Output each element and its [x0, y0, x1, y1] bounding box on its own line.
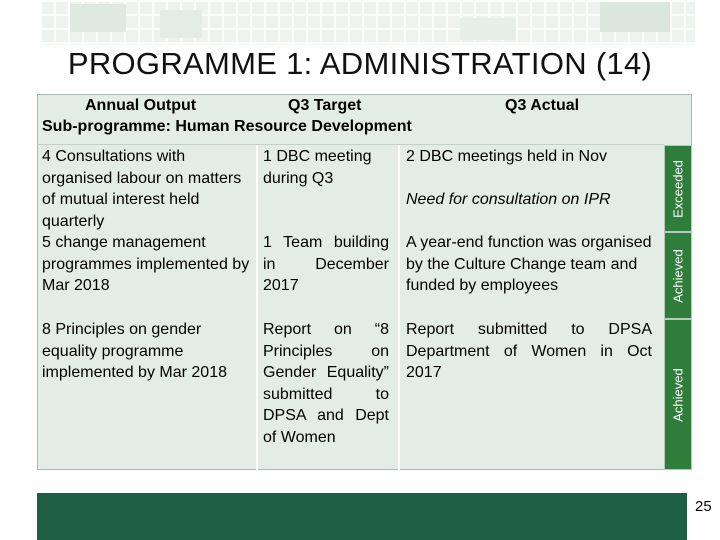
- row-3-actual: Report submitted to DPSA Department of Women in Oct 2017: [406, 321, 652, 382]
- column-divider-2: [398, 145, 400, 470]
- header-annual-output: Annual Output: [85, 97, 197, 114]
- status-badge-exceeded: [664, 145, 692, 232]
- slide-title: PROGRAMME 1: ADMINISTRATION (14): [67, 46, 653, 81]
- status-label: Achieved: [670, 248, 686, 303]
- header-q3-actual: Q3 Actual: [505, 97, 580, 114]
- row-1-actual: 2 DBC meetings held in Nov: [406, 148, 607, 165]
- column-divider-1: [256, 145, 258, 470]
- row-1-output: 4 Consultations with organised labour on matters of mutual interest held quarterly: [42, 148, 242, 230]
- page-number: 25: [695, 498, 712, 515]
- header-decoration: [40, 0, 695, 45]
- status-badge-achieved: [664, 319, 692, 470]
- status-label: Exceeded: [670, 159, 686, 218]
- row-2-target: 1 Team building in December 2017: [263, 234, 389, 295]
- status-label: Achieved: [670, 367, 686, 422]
- header-subprogramme: Sub-programme: Human Resource Development: [42, 118, 412, 135]
- row-2-actual: A year-end function was organised by the Culture Change team and funded by employees: [406, 234, 652, 295]
- footer-bar: [37, 493, 687, 540]
- status-badge-achieved: [664, 232, 692, 319]
- header-divider: [37, 144, 664, 145]
- row-2-output: 5 change management programmes implemented by Mar 2018: [42, 234, 250, 295]
- row-1-note: Need for consultation on IPR: [406, 191, 611, 208]
- row-3-target: Report on “8 Principles on Gender Equality” submitted to DPSA and Dept of Women: [263, 321, 389, 446]
- header-q3-target: Q3 Target: [288, 97, 362, 114]
- row-3-output: 8 Principles on gender equality programme implemented by Mar 2018: [42, 321, 227, 382]
- row-1-target: 1 DBC meeting during Q3: [263, 148, 372, 187]
